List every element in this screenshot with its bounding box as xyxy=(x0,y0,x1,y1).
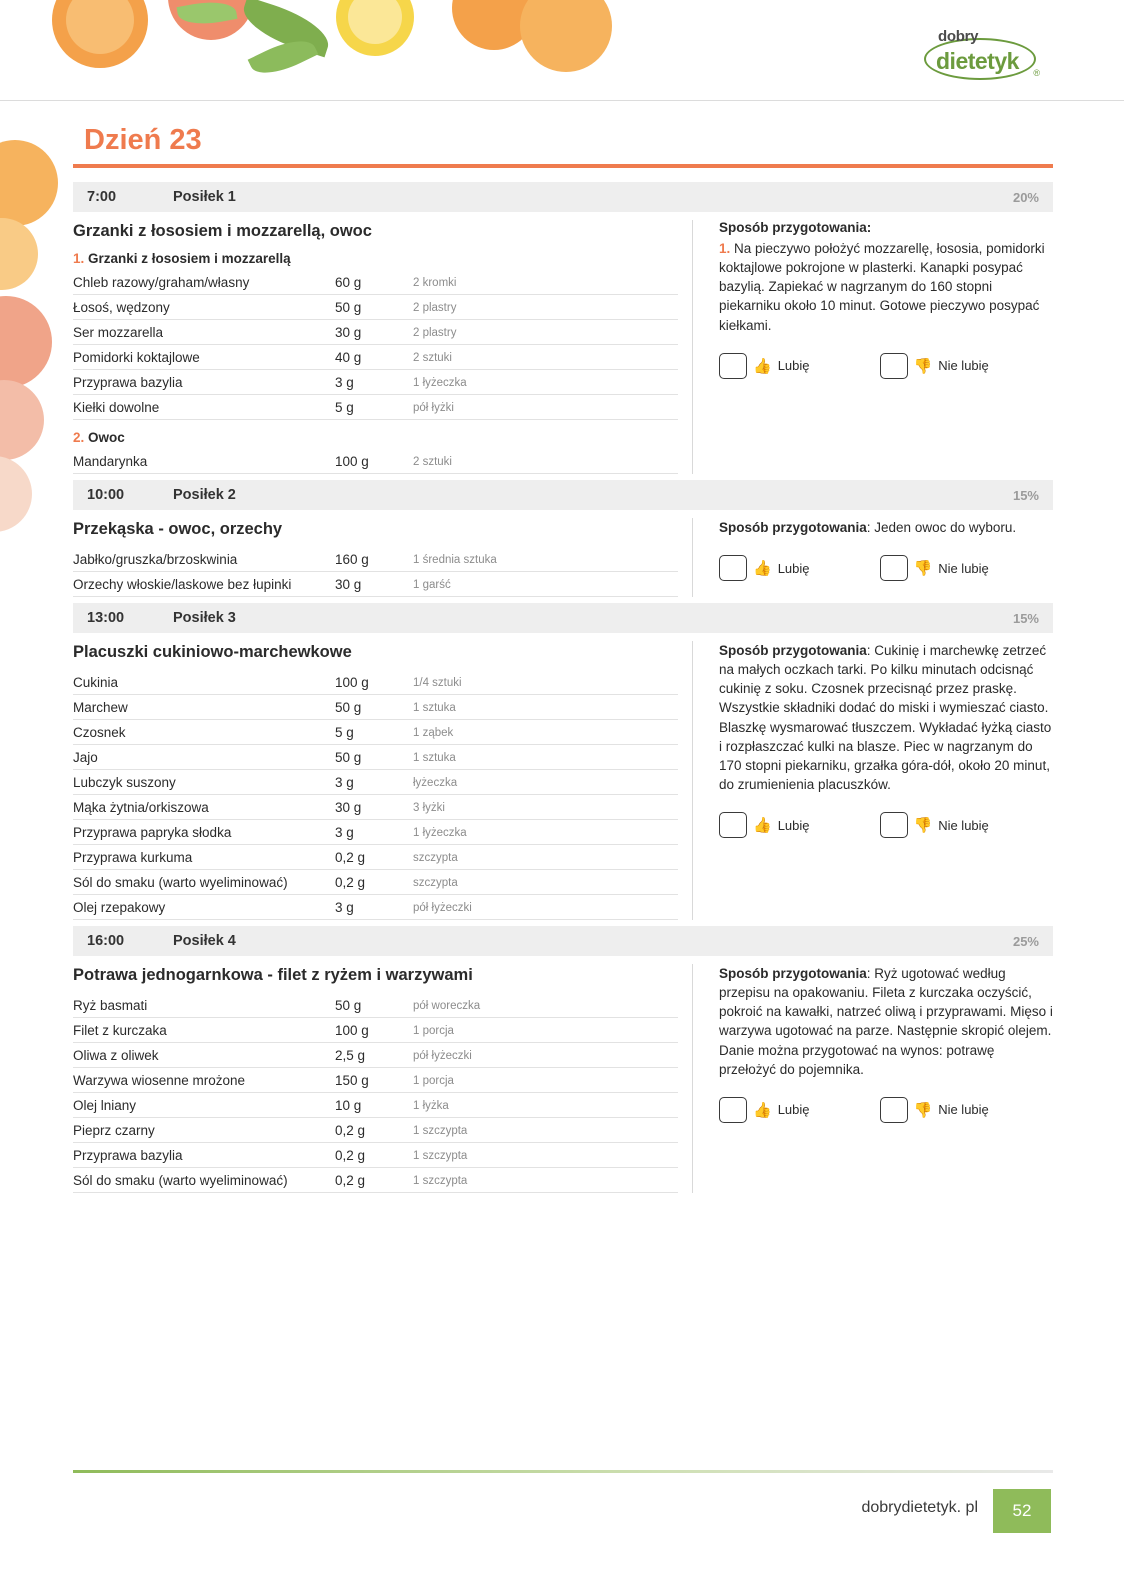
thumbs-down-icon: 👎 xyxy=(913,817,933,835)
dish-subtitle xyxy=(73,251,678,266)
ingredient-note: szczypta xyxy=(413,845,678,870)
ingredients-column xyxy=(73,964,693,1193)
grapefruit-blob xyxy=(0,296,52,388)
table-row xyxy=(73,745,678,770)
dish-subtitle-text: Grzanki z łososiem i mozzarellą xyxy=(88,251,291,266)
ingredient-note: 1 szczypta xyxy=(413,1168,678,1193)
page-title: Dzień 23 xyxy=(84,124,202,156)
ingredient-name: Ryż basmati xyxy=(73,993,335,1018)
ingredient-amount: 150 g xyxy=(335,1068,413,1093)
preparation-label: Sposób przygotowania xyxy=(719,643,867,658)
ingredient-amount: 160 g xyxy=(335,547,413,572)
ingredient-amount: 30 g xyxy=(335,320,413,345)
footer-site: dobrydietetyk. pl xyxy=(861,1499,978,1516)
ingredient-note: 1 łyżka xyxy=(413,1093,678,1118)
ingredient-name: Przyprawa kurkuma xyxy=(73,845,335,870)
ingredient-note: 1 łyżeczka xyxy=(413,370,678,395)
dislike-group[interactable] xyxy=(880,812,989,838)
ingredient-name: Jabłko/gruszka/brzoskwinia xyxy=(73,547,335,572)
ingredient-name: Przyprawa bazylia xyxy=(73,370,335,395)
ingredient-amount: 10 g xyxy=(335,1093,413,1118)
like-label: Lubię xyxy=(777,560,810,576)
dislike-checkbox[interactable] xyxy=(880,353,908,379)
ingredient-note: 1 średnia sztuka xyxy=(413,547,678,572)
ingredients-table xyxy=(73,993,678,1193)
ingredient-amount: 0,2 g xyxy=(335,870,413,895)
table-row xyxy=(73,845,678,870)
orange-blob xyxy=(0,218,38,290)
meal-header xyxy=(73,926,1053,956)
table-row xyxy=(73,770,678,795)
table-row xyxy=(73,572,678,597)
thumbs-up-icon: 👍 xyxy=(753,817,772,835)
meal-body xyxy=(73,510,1053,597)
table-row xyxy=(73,370,678,395)
ingredient-note: pół łyżki xyxy=(413,395,678,420)
table-row xyxy=(73,1118,678,1143)
table-row xyxy=(73,320,678,345)
ingredient-name: Pieprz czarny xyxy=(73,1118,335,1143)
rating-row xyxy=(719,353,1053,379)
table-row xyxy=(73,547,678,572)
dish-title: Potrawa jednogarnkowa - filet z ryżem i warzywami xyxy=(73,966,473,984)
thumbs-down-icon: 👎 xyxy=(913,1101,933,1119)
preparation-text xyxy=(719,239,1053,335)
ingredient-amount: 100 g xyxy=(335,670,413,695)
ingredient-note: łyżeczka xyxy=(413,770,678,795)
ingredient-name: Filet z kurczaka xyxy=(73,1018,335,1043)
ingredient-amount: 100 g xyxy=(335,1018,413,1043)
fruit-cluster xyxy=(0,0,640,100)
ingredient-note: 3 łyżki xyxy=(413,795,678,820)
ingredient-amount: 50 g xyxy=(335,993,413,1018)
header-divider xyxy=(0,100,1124,101)
table-row xyxy=(73,1043,678,1068)
ingredient-name: Czosnek xyxy=(73,720,335,745)
preparation-colon: : xyxy=(866,520,875,535)
ingredients-column xyxy=(73,220,693,474)
meal-percent: 15% xyxy=(1012,487,1039,503)
ingredient-name: Chleb razowy/graham/własny xyxy=(73,270,335,295)
ingredients-table xyxy=(73,449,678,474)
decorative-fruit-side xyxy=(0,100,66,660)
meal-name: Posiłek 1 xyxy=(173,189,236,205)
ingredient-name: Przyprawa bazylia xyxy=(73,1143,335,1168)
table-row xyxy=(73,695,678,720)
meal-time: 7:00 xyxy=(87,189,117,205)
preparation-text xyxy=(719,964,1053,1079)
ingredient-note: 1 garść xyxy=(413,572,678,597)
ingredient-note: 1 szczypta xyxy=(413,1118,678,1143)
ingredient-amount: 40 g xyxy=(335,345,413,370)
ingredient-amount: 0,2 g xyxy=(335,1118,413,1143)
meal-time: 16:00 xyxy=(87,933,125,949)
ingredient-name: Jajo xyxy=(73,745,335,770)
ingredient-note: 1 sztuka xyxy=(413,695,678,720)
meal-body xyxy=(73,633,1053,920)
like-group[interactable] xyxy=(719,555,810,581)
rating-row xyxy=(719,555,1053,581)
dish-title: Placuszki cukiniowo-marchewkowe xyxy=(73,643,352,661)
meal-header xyxy=(73,182,1053,212)
ingredient-name: Mandarynka xyxy=(73,449,335,474)
ingredients-column xyxy=(73,641,693,920)
like-label: Lubię xyxy=(777,1102,810,1118)
preparation-column xyxy=(693,220,1053,474)
ingredient-name: Łosoś, wędzony xyxy=(73,295,335,320)
like-checkbox[interactable] xyxy=(719,1097,747,1123)
ingredient-name: Oliwa z oliwek xyxy=(73,1043,335,1068)
meal-header xyxy=(73,603,1053,633)
preparation-column xyxy=(693,641,1053,920)
ingredient-amount: 50 g xyxy=(335,695,413,720)
table-row xyxy=(73,270,678,295)
dislike-checkbox[interactable] xyxy=(880,555,908,581)
like-label: Lubię xyxy=(777,358,810,374)
preparation-step-number: 1. xyxy=(719,241,731,256)
table-row xyxy=(73,395,678,420)
ingredient-note: pół łyżeczki xyxy=(413,895,678,920)
ingredients-table xyxy=(73,270,678,420)
dislike-label: Nie lubię xyxy=(938,817,989,833)
ingredient-amount: 60 g xyxy=(335,270,413,295)
preparation-colon: : xyxy=(866,966,875,981)
meal-body xyxy=(73,956,1053,1193)
ingredient-amount: 0,2 g xyxy=(335,1168,413,1193)
meal-name: Posiłek 2 xyxy=(173,487,236,503)
thumbs-down-icon: 👎 xyxy=(913,560,933,578)
preparation-body: Ryż ugotować według przepisu na opakowaniu. Fileta z kurczaka oczyścić, pokroić na kawałki, natrzeć oliwą i przyprawami. Mięso i warzywa ugotować na parze. Następnie skropić olejem. Danie można przygotować na wynos: potrawę przełożyć do pojemnika. xyxy=(719,966,1053,1077)
table-row xyxy=(73,1143,678,1168)
ingredient-name: Mąka żytnia/orkiszowa xyxy=(73,795,335,820)
like-group[interactable] xyxy=(719,353,810,379)
ingredient-amount: 30 g xyxy=(335,572,413,597)
meal-percent: 25% xyxy=(1012,933,1039,949)
meal-percent: 20% xyxy=(1012,189,1039,205)
ingredient-amount: 100 g xyxy=(335,449,413,474)
preparation-label: Sposób przygotowania: xyxy=(719,220,872,235)
ingredient-note: 1 sztuka xyxy=(413,745,678,770)
ingredient-note: szczypta xyxy=(413,870,678,895)
preparation-text xyxy=(719,641,1053,794)
table-row xyxy=(73,993,678,1018)
ingredient-amount: 3 g xyxy=(335,770,413,795)
ingredient-name: Sól do smaku (warto wyeliminować) xyxy=(73,1168,335,1193)
meal-percent: 15% xyxy=(1012,610,1039,626)
dish-subtitle xyxy=(73,430,678,445)
dislike-group[interactable] xyxy=(880,555,989,581)
ingredient-note: 2 sztuki xyxy=(413,345,678,370)
ingredient-name: Warzywa wiosenne mrożone xyxy=(73,1068,335,1093)
table-row xyxy=(73,1093,678,1118)
preparation-body: Cukinię i marchewkę zetrzeć na małych oczkach tarki. Po kilku minutach odcisnąć cukinię z soku. Czosnek przecisnąć przez praskę. Wszystkie składniki dodać do miski i wymieszać ciasto. Blaszkę wysmarować tłuszczem. Wykładać łyżką ciasto i rozpłaszczać kulki na blasze. Piec w nagrzanym do 170 stopni piekarniku, grzałka góra-dół, około 20 minut, do zrumienienia placuszków. xyxy=(719,643,1052,793)
ingredients-column xyxy=(73,518,693,597)
ingredient-name: Sól do smaku (warto wyeliminować) xyxy=(73,870,335,895)
thumbs-down-icon: 👎 xyxy=(913,357,933,375)
ingredient-amount: 5 g xyxy=(335,720,413,745)
ingredient-amount: 3 g xyxy=(335,370,413,395)
ingredient-note: 1 porcja xyxy=(413,1018,678,1043)
thumbs-up-icon: 👍 xyxy=(753,1101,772,1119)
ingredient-note: 2 sztuki xyxy=(413,449,678,474)
like-group[interactable] xyxy=(719,1097,810,1123)
dish-subtitle-number: 1. xyxy=(73,251,85,266)
dislike-label: Nie lubię xyxy=(938,1102,989,1118)
like-group[interactable] xyxy=(719,812,810,838)
dish-title: Przekąska - owoc, orzechy xyxy=(73,520,283,538)
ingredient-name: Marchew xyxy=(73,695,335,720)
ingredient-amount: 50 g xyxy=(335,745,413,770)
ingredient-note: 1 porcja xyxy=(413,1068,678,1093)
orange-blob xyxy=(0,140,58,226)
preparation-body: Na pieczywo położyć mozzarellę, łososia, pomidorki koktajlowe pokrojone w plasterki. Kanapki posypać bazylią. Zapiekać w nagrzanym do 160 stopni piekarniku około 10 minut. Gotowe pieczywo posypać kiełkami. xyxy=(719,241,1045,333)
preparation-label: Sposób przygotowania xyxy=(719,966,867,981)
ingredient-amount: 0,2 g xyxy=(335,1143,413,1168)
rating-row xyxy=(719,812,1053,838)
meal-time: 10:00 xyxy=(87,487,125,503)
like-checkbox[interactable] xyxy=(719,353,747,379)
table-row xyxy=(73,870,678,895)
ingredient-name: Pomidorki koktajlowe xyxy=(73,345,335,370)
ingredient-name: Olej lniany xyxy=(73,1093,335,1118)
ingredients-table xyxy=(73,670,678,920)
preparation-column xyxy=(693,518,1053,597)
ingredient-note: 1/4 sztuki xyxy=(413,670,678,695)
preparation-column xyxy=(693,964,1053,1193)
ingredient-name: Cukinia xyxy=(73,670,335,695)
ingredient-amount: 5 g xyxy=(335,395,413,420)
ingredient-note: 2 plastry xyxy=(413,295,678,320)
dislike-label: Nie lubię xyxy=(938,358,989,374)
table-row xyxy=(73,1068,678,1093)
ingredient-note: 2 plastry xyxy=(413,320,678,345)
grapefruit-blob xyxy=(0,380,44,460)
dislike-checkbox[interactable] xyxy=(880,1097,908,1123)
ingredient-note: 1 łyżeczka xyxy=(413,820,678,845)
table-row xyxy=(73,449,678,474)
ingredient-note: 2 kromki xyxy=(413,270,678,295)
dislike-group[interactable] xyxy=(880,1097,989,1123)
ingredient-note: 1 ząbek xyxy=(413,720,678,745)
preparation-colon: : xyxy=(866,643,875,658)
table-row xyxy=(73,820,678,845)
dish-title: Grzanki z łososiem i mozzarellą, owoc xyxy=(73,222,372,240)
ingredient-name: Kiełki dowolne xyxy=(73,395,335,420)
table-row xyxy=(73,895,678,920)
ingredient-amount: 3 g xyxy=(335,895,413,920)
ingredient-note: pół woreczka xyxy=(413,993,678,1018)
preparation-text xyxy=(719,518,1053,537)
ingredient-name: Lubczyk suszony xyxy=(73,770,335,795)
ingredient-amount: 0,2 g xyxy=(335,845,413,870)
ingredient-amount: 2,5 g xyxy=(335,1043,413,1068)
rating-row xyxy=(719,1097,1053,1123)
page-number: 52 xyxy=(993,1489,1051,1533)
ingredient-name: Olej rzepakowy xyxy=(73,895,335,920)
dish-subtitle-number: 2. xyxy=(73,430,85,445)
dislike-group[interactable] xyxy=(880,353,989,379)
title-underline xyxy=(73,164,1053,168)
table-row xyxy=(73,295,678,320)
dislike-checkbox[interactable] xyxy=(880,812,908,838)
ingredient-amount: 50 g xyxy=(335,295,413,320)
meal-name: Posiłek 3 xyxy=(173,610,236,626)
dislike-label: Nie lubię xyxy=(938,560,989,576)
like-label: Lubię xyxy=(777,817,810,833)
ingredient-name: Przyprawa papryka słodka xyxy=(73,820,335,845)
like-checkbox[interactable] xyxy=(719,555,747,581)
logo-main-text: dietetyk xyxy=(936,48,1019,74)
ingredients-table xyxy=(73,547,678,597)
table-row xyxy=(73,795,678,820)
brand-logo xyxy=(912,18,1040,80)
lime-blob xyxy=(0,456,32,532)
meal-time: 13:00 xyxy=(87,610,125,626)
table-row xyxy=(73,1018,678,1043)
table-row xyxy=(73,345,678,370)
meal-header xyxy=(73,480,1053,510)
preparation-label: Sposób przygotowania xyxy=(719,520,867,535)
thumbs-up-icon: 👍 xyxy=(753,357,772,375)
orange-blob xyxy=(520,0,612,72)
thumbs-up-icon: 👍 xyxy=(753,560,772,578)
ingredient-amount: 3 g xyxy=(335,820,413,845)
table-row xyxy=(73,720,678,745)
ingredient-note: 1 szczypta xyxy=(413,1143,678,1168)
logo-top-text: dobry xyxy=(938,28,979,45)
meal-body xyxy=(73,212,1053,474)
dish-subtitle-text: Owoc xyxy=(88,430,125,445)
footer-divider xyxy=(73,1470,1053,1473)
meal-name: Posiłek 4 xyxy=(173,933,236,949)
table-row xyxy=(73,1168,678,1193)
ingredient-note: pół łyżeczki xyxy=(413,1043,678,1068)
logo-registered-mark: ® xyxy=(1033,68,1040,78)
preparation-body: Jeden owoc do wyboru. xyxy=(874,520,1017,535)
ingredient-name: Orzechy włoskie/laskowe bez łupinki xyxy=(73,572,335,597)
ingredient-amount: 30 g xyxy=(335,795,413,820)
meal-plan-content xyxy=(73,176,1053,1193)
table-row xyxy=(73,670,678,695)
ingredient-name: Ser mozzarella xyxy=(73,320,335,345)
like-checkbox[interactable] xyxy=(719,812,747,838)
